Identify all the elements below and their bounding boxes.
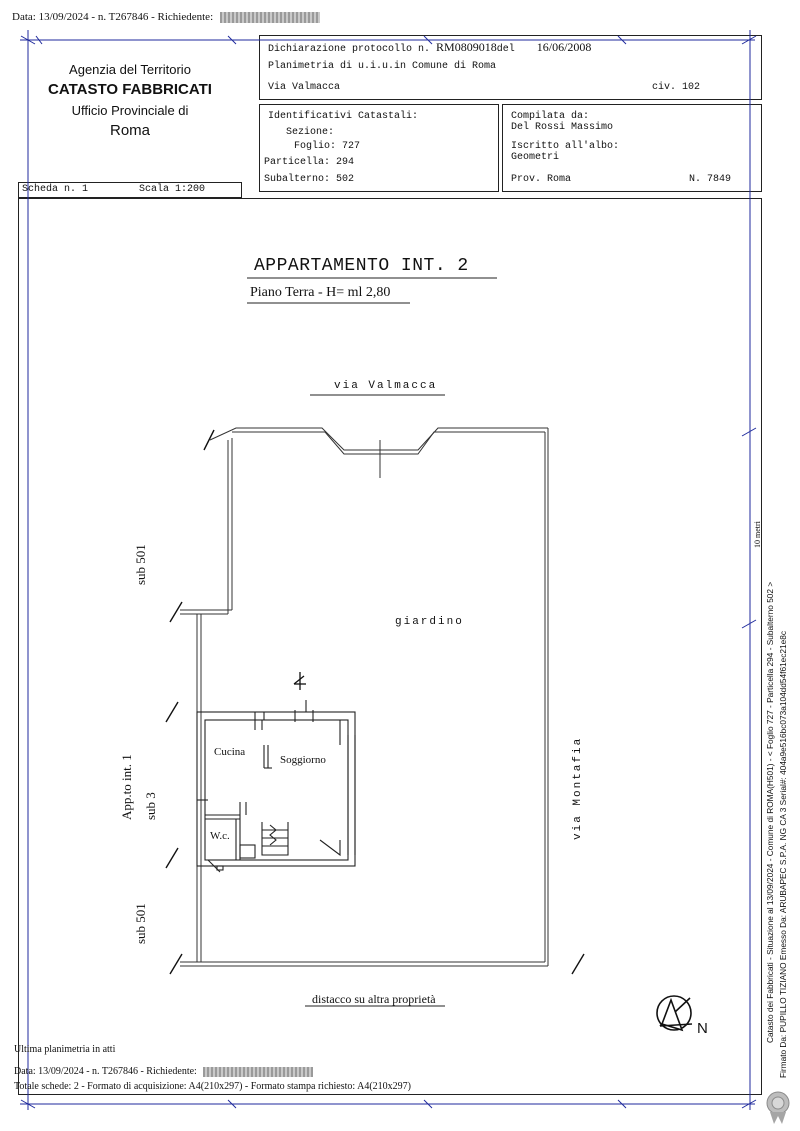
blue-frame <box>20 30 756 1110</box>
sub501-upper-label: sub 501 <box>133 544 148 585</box>
side-catasto-line: Catasto dei Fabbricati - Situazione al 13/09/2024 - Comune di ROMA(H501) - < Foglio 727 - Particella 294 - Subalterno 502 > <box>765 581 775 1043</box>
ufficio-label: Ufficio Provinciale di <box>71 103 189 118</box>
albo-number: N. 7849 <box>689 174 732 185</box>
apartment-walls <box>197 700 355 872</box>
side-signature-line: Firmato Da: PUPILLO TIZIANO Emesso Da: ARUBAPEC S.P.A. NG CA 3 Serial#: 404a9e516bc073a104dd54f61ec21e8c <box>778 630 788 1078</box>
catasto-title: CATASTO FABBRICATI <box>48 81 212 98</box>
garden-label: giardino <box>395 616 464 628</box>
boundary-breaks <box>166 430 584 974</box>
civico-label: civ. 102 <box>652 82 701 93</box>
scale-tick-label: 10 metri <box>753 521 762 548</box>
sub501-lower-label: sub 501 <box>133 903 148 944</box>
room-wc: W.c. <box>210 830 230 842</box>
scheda-label: Scheda n. 1 <box>22 184 89 195</box>
north-label: N <box>697 1020 708 1037</box>
compilata-title: Compilata da: <box>511 111 590 122</box>
subalterno-label: Subalterno: 502 <box>264 174 355 185</box>
iscritto-label: Iscritto all'albo: <box>511 141 620 152</box>
sub3-label: sub 3 <box>143 792 158 820</box>
dichiarazione-label: Dichiarazione protocollo n. <box>268 44 431 55</box>
protocol-date: 16/06/2008 <box>536 40 592 54</box>
planimetria-label: Planimetria di u.i.u.in Comune di Roma <box>268 61 497 72</box>
scala-label: Scala 1:200 <box>139 184 206 195</box>
room-soggiorno: Soggiorno <box>280 754 326 766</box>
street-right-label: via Montafia <box>572 736 584 840</box>
protocol-number: RM0809018 <box>436 40 497 54</box>
albo-label: Geometri <box>511 152 560 163</box>
sezione-label: Sezione: <box>286 127 335 138</box>
top-meta-text: Data: 13/09/2024 - n. T267846 - Richiedente: <box>12 11 214 23</box>
city-name: Roma <box>109 122 150 139</box>
via-label: Via Valmacca <box>268 82 341 93</box>
particella-label: Particella: 294 <box>264 157 355 168</box>
room-cucina: Cucina <box>214 746 246 758</box>
footer-data-text: Data: 13/09/2024 - n. T267846 - Richiedente: <box>14 1066 197 1077</box>
app-int-label: App.to int. 1 <box>119 754 134 820</box>
section-marker <box>294 672 306 690</box>
del-label: del <box>496 44 515 55</box>
north-arrow-icon <box>657 996 692 1030</box>
footer-data-line <box>14 1066 313 1077</box>
agency-name: Agenzia del Territorio <box>69 62 191 77</box>
identificativi-title: Identificativi Catastali: <box>268 111 419 122</box>
street-top-label: via Valmacca <box>334 380 438 392</box>
foglio-label: Foglio: 727 <box>294 141 361 152</box>
plan-subtitle: Piano Terra - H= ml 2,80 <box>250 285 391 300</box>
totale-schede: Totale schede: 2 - Formato di acquisizione: A4(210x297) - Formato stampa richiesto: A4(210x297) <box>14 1081 411 1092</box>
plan-title: APPARTAMENTO INT. 2 <box>254 256 469 276</box>
compilatore-name: Del Rossi Massimo <box>511 122 614 133</box>
distacco-label: distacco su altra proprietà <box>312 992 436 1006</box>
seal-icon <box>767 1092 789 1124</box>
ultima-planimetria: Ultima planimetria in atti <box>14 1044 116 1055</box>
garden-outline <box>180 428 548 966</box>
prov-label: Prov. Roma <box>511 174 572 185</box>
footer-redacted-requester <box>203 1067 313 1077</box>
